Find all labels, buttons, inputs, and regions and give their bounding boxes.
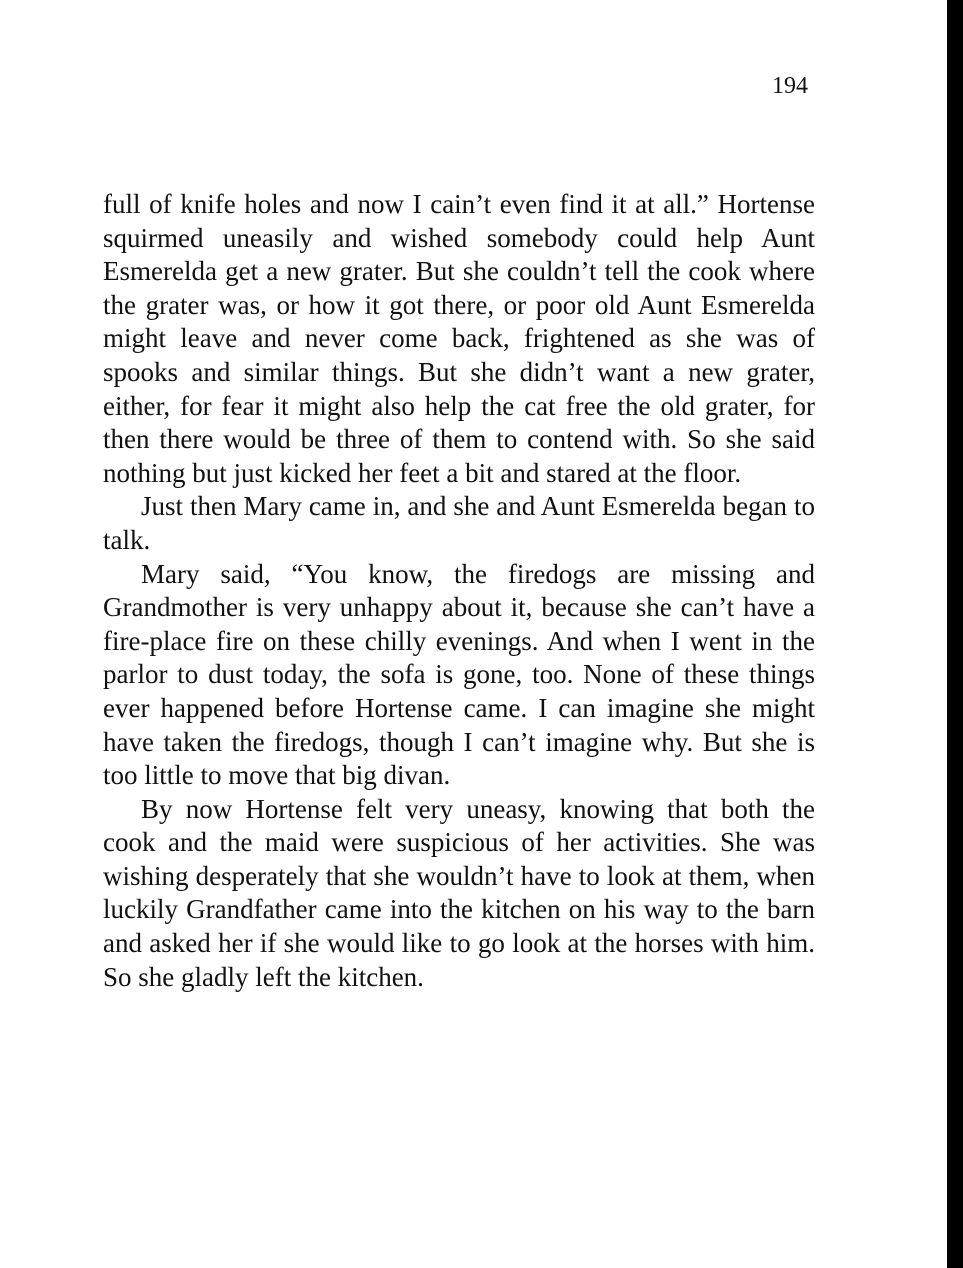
paragraph-2: Just then Mary came in, and she and Aunt Esmerelda began to talk. — [103, 491, 815, 555]
page-number: 194 — [772, 73, 808, 99]
paragraph-1: full of knife holes and now I cain’t even find it at all.” Hortense squirmed uneasily and wished somebody could help Aunt Esmerelda get a new grater. But she couldn’t tell the cook where the grater was, or how it got there, or poor old Aunt Esmerelda might leave and never come back, frightened as she was of spooks and similar things. But she didn’t want a new grater, either, for fear it might also help the cat free the old grater, for then there would be three of them to contend with. So she said nothing but just kicked her feet a bit and stared at the floor. — [103, 189, 815, 488]
scan-border — [947, 0, 963, 1268]
paragraph-4: By now Hortense felt very uneasy, knowing that both the cook and the maid were suspicious of her activities. She was wishing desperately that she wouldn’t have to look at them, when luckily Grandfather came into the kitchen on his way to the barn and asked her if she would like to go look at the horses with him. So she gladly left the kitchen. — [103, 793, 815, 992]
paragraph-3: Mary said, “You know, the firedogs are missing and Grandmother is very unhappy about it, because she can’t have a fire-place fire on these chilly evenings. And when I went in the parlor to dust today, the sofa is gone, too. None of these things ever happened before Hortense came. I can imagine she might have taken the firedogs, though I can’t imagine why. But she is too little to move that big divan. — [103, 558, 815, 791]
body-text — [103, 188, 815, 994]
